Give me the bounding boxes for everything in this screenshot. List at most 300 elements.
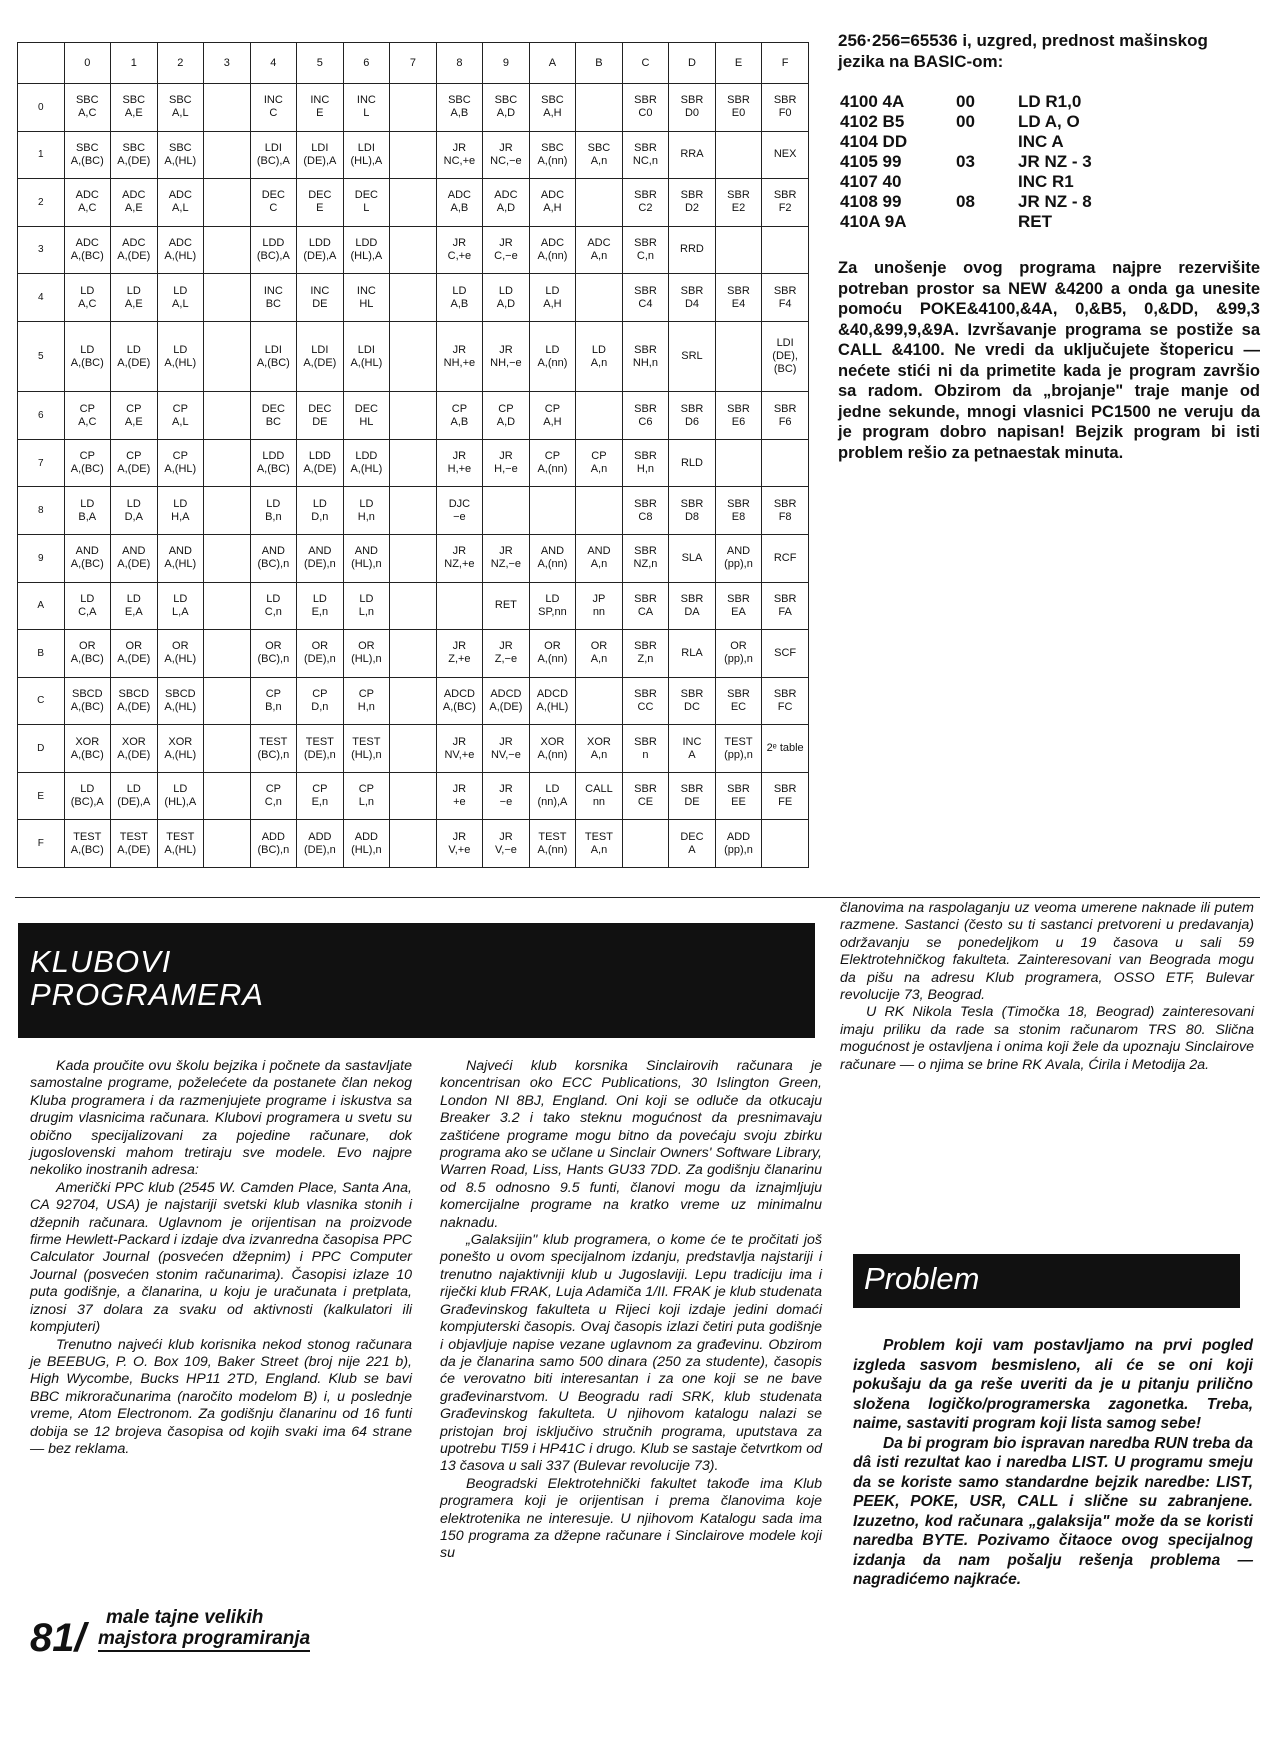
footer-line-2: majstora programiranja <box>98 1628 310 1652</box>
col-header: 0 <box>64 43 111 84</box>
opcode-cell: LD (HL),A <box>157 772 204 820</box>
opcode-cell <box>576 487 623 535</box>
opcode-cell: JR +e <box>436 772 483 820</box>
opcode-cell: JR NH,−e <box>483 321 530 391</box>
opcode-cell: SBCD A,(DE) <box>111 677 158 725</box>
col-header: 3 <box>204 43 251 84</box>
opcode-cell: SBC A,D <box>483 84 530 132</box>
listing-address: 4102 B5 <box>840 112 905 131</box>
opcode-cell: LD A,L <box>157 274 204 322</box>
article-column-3 <box>840 900 1254 1074</box>
opcode-cell: OR (HL),n <box>343 630 390 678</box>
opcode-cell: CP C,n <box>250 772 297 820</box>
table-row <box>18 439 809 487</box>
opcode-cell: AND (HL),n <box>343 534 390 582</box>
col-header: D <box>669 43 716 84</box>
opcode-cell: SBR DC <box>669 677 716 725</box>
opcode-cell: CP B,n <box>250 677 297 725</box>
listing-line <box>840 172 1260 192</box>
opcode-cell: SBC A,n <box>576 131 623 179</box>
table-body <box>18 84 809 868</box>
col-header: 1 <box>111 43 158 84</box>
opcode-cell <box>715 131 762 179</box>
opcode-cell: JR C,+e <box>436 226 483 274</box>
listing-operand: 08 <box>956 192 975 211</box>
opcode-cell: ADC A,D <box>483 179 530 227</box>
listing-mnemonic: RET <box>1018 212 1052 231</box>
opcode-cell: LD A,D <box>483 274 530 322</box>
opcode-cell: JR V,+e <box>436 820 483 868</box>
opcode-cell: JR NC,+e <box>436 131 483 179</box>
opcode-cell: TEST A,(DE) <box>111 820 158 868</box>
opcode-cell <box>204 226 251 274</box>
col-header: C <box>622 43 669 84</box>
opcode-cell: JR NV,−e <box>483 725 530 773</box>
opcode-cell: SBR C8 <box>622 487 669 535</box>
row-header: 2 <box>18 179 65 227</box>
listing-address: 4108 99 <box>840 192 902 211</box>
opcode-cell: TEST (BC),n <box>250 725 297 773</box>
opcode-cell <box>204 392 251 440</box>
opcode-cell: LD H,n <box>343 487 390 535</box>
col-header: F <box>762 43 809 84</box>
opcode-cell: CP A,B <box>436 392 483 440</box>
opcode-cell <box>204 274 251 322</box>
problem-text <box>853 1336 1253 1590</box>
opcode-cell: ADC A,B <box>436 179 483 227</box>
opcode-cell: CP A,L <box>157 392 204 440</box>
opcode-cell: XOR A,(BC) <box>64 725 111 773</box>
listing-operand <box>956 212 1018 232</box>
opcode-cell <box>390 226 437 274</box>
opcode-cell: SBR EC <box>715 677 762 725</box>
opcode-cell <box>390 534 437 582</box>
opcode-cell: CP A,E <box>111 392 158 440</box>
opcode-cell: AND (DE),n <box>297 534 344 582</box>
opcode-cell: AND (pp),n <box>715 534 762 582</box>
opcode-cell: CP L,n <box>343 772 390 820</box>
opcode-cell: LD (nn),A <box>529 772 576 820</box>
opcode-cell <box>715 439 762 487</box>
opcode-cell: LDD A,(DE) <box>297 439 344 487</box>
opcode-cell: SBC A,(DE) <box>111 131 158 179</box>
opcode-cell: OR A,(nn) <box>529 630 576 678</box>
table-row <box>18 725 809 773</box>
opcode-cell: ADC A,(BC) <box>64 226 111 274</box>
opcode-cell: LDI A,(HL) <box>343 321 390 391</box>
opcode-cell: CP A,(BC) <box>64 439 111 487</box>
opcode-cell: ADC A,(HL) <box>157 226 204 274</box>
opcode-cell <box>390 179 437 227</box>
opcode-cell: JR NZ,+e <box>436 534 483 582</box>
opcode-cell: SBR C6 <box>622 392 669 440</box>
row-header: A <box>18 582 65 630</box>
table-row <box>18 582 809 630</box>
page-number: 81/ <box>30 1616 86 1660</box>
opcode-cell: SBR F0 <box>762 84 809 132</box>
listing-line <box>840 192 1260 212</box>
opcode-cell: SBR F8 <box>762 487 809 535</box>
opcode-cell: ADC A,E <box>111 179 158 227</box>
opcode-cell: LD D,A <box>111 487 158 535</box>
opcode-cell <box>390 630 437 678</box>
paragraph: Kada proučite ovu školu bejzika i počnete da sastavljate samostalne programe, poželećete da postanete član nekog Kluba programera i da razmenjujete programe i iskustva sa drugim vlasnicima računara. Klubovi programera u svetu su obično specijalizovani za pojedine računare, dok jugoslovenski mahom tretiraju sve modele. Evo najpre nekoliko inostranih adresa: <box>30 1058 412 1179</box>
opcode-cell: AND A,n <box>576 534 623 582</box>
opcode-cell: OR A,(HL) <box>157 630 204 678</box>
opcode-cell: LD C,n <box>250 582 297 630</box>
klubovi-title <box>30 945 264 1011</box>
opcode-cell: JR V,−e <box>483 820 530 868</box>
opcode-cell: RRA <box>669 131 716 179</box>
opcode-cell: SBR E0 <box>715 84 762 132</box>
opcode-cell: RET <box>483 582 530 630</box>
opcode-cell <box>204 772 251 820</box>
table-row <box>18 226 809 274</box>
paragraph: Trenutno najveći klub korisnika nekod stonog računara je BEEBUG, P. O. Box 109, Baker Street (broj nije 221 b), High Wycombe, Bucks HP11 2TD, England. Klub se bavi BBC mikroračunarima (naročito modelom B) i, u poslednje vreme, Atom Electronom. Za godišnju članarinu od 16 funti dobija se 12 brojeva časopisa od kojih svaki ima 64 strane — bez reklama. <box>30 1336 412 1457</box>
opcode-cell: CALL nn <box>576 772 623 820</box>
opcode-cell: INC DE <box>297 274 344 322</box>
opcode-cell: SBR F4 <box>762 274 809 322</box>
opcode-cell <box>390 582 437 630</box>
table-row <box>18 179 809 227</box>
footer-line-1: male tajne velikih <box>106 1607 264 1628</box>
opcode-cell: SBR D2 <box>669 179 716 227</box>
opcode-cell: INC E <box>297 84 344 132</box>
opcode-cell: SBC A,(nn) <box>529 131 576 179</box>
opcode-cell: LD D,n <box>297 487 344 535</box>
opcode-cell <box>436 582 483 630</box>
opcode-cell: LD (DE),A <box>111 772 158 820</box>
paragraph: Beogradski Elektrotehnički fakultet takođe ima Klub programera koji je orijentisan i prema članovima koje elektrotenika ne interesuje. U njihovom Katalogu sada ima 150 programa za džepne računare i Sinclairove modele koji su <box>440 1475 822 1562</box>
opcode-cell: SBR E8 <box>715 487 762 535</box>
opcode-cell: TEST (DE),n <box>297 725 344 773</box>
opcode-cell: SBR NZ,n <box>622 534 669 582</box>
opcode-cell: TEST A,(HL) <box>157 820 204 868</box>
listing-mnemonic: INC A <box>1018 132 1064 151</box>
opcode-cell <box>204 534 251 582</box>
opcode-cell: LDD (BC),A <box>250 226 297 274</box>
opcode-cell: INC HL <box>343 274 390 322</box>
opcode-cell: SBR F2 <box>762 179 809 227</box>
listing-address: 4107 40 <box>840 172 902 191</box>
opcode-cell <box>483 487 530 535</box>
opcode-cell: DEC E <box>297 179 344 227</box>
opcode-cell: LDD A,(HL) <box>343 439 390 487</box>
opcode-cell: LDI (DE), (BC) <box>762 321 809 391</box>
machine-code-listing <box>840 92 1260 232</box>
opcode-cell: LD A,(HL) <box>157 321 204 391</box>
opcode-cell: JP nn <box>576 582 623 630</box>
opcode-cell: LDI A,(DE) <box>297 321 344 391</box>
opcode-cell <box>204 179 251 227</box>
opcode-cell <box>762 439 809 487</box>
opcode-cell: SBR F6 <box>762 392 809 440</box>
opcode-cell: SBR C2 <box>622 179 669 227</box>
listing-line <box>840 152 1260 172</box>
table-row <box>18 84 809 132</box>
opcode-cell: SBR C,n <box>622 226 669 274</box>
opcode-cell: ADC A,(nn) <box>529 226 576 274</box>
opcode-cell: JR NC,−e <box>483 131 530 179</box>
opcode-cell: SBR H,n <box>622 439 669 487</box>
opcode-cell: LDI (BC),A <box>250 131 297 179</box>
opcode-cell: XOR A,(HL) <box>157 725 204 773</box>
opcode-cell <box>390 274 437 322</box>
opcode-cell: SBR E4 <box>715 274 762 322</box>
table-row <box>18 131 809 179</box>
opcode-cell: SBR EA <box>715 582 762 630</box>
col-header: 8 <box>436 43 483 84</box>
opcode-cell: SBR DE <box>669 772 716 820</box>
opcode-cell <box>529 487 576 535</box>
opcode-cell: LD A,n <box>576 321 623 391</box>
table-row <box>18 274 809 322</box>
opcode-cell: 2ᵉ table <box>762 725 809 773</box>
opcode-cell <box>204 131 251 179</box>
row-header: 3 <box>18 226 65 274</box>
section-divider <box>15 897 1260 898</box>
opcode-cell: OR (BC),n <box>250 630 297 678</box>
opcode-cell: INC BC <box>250 274 297 322</box>
article-column-2 <box>440 1058 822 1563</box>
opcode-cell: SBR CC <box>622 677 669 725</box>
col-header: B <box>576 43 623 84</box>
listing-mnemonic: LD A, O <box>1018 112 1080 131</box>
opcode-cell <box>390 725 437 773</box>
opcode-cell: SBR FA <box>762 582 809 630</box>
opcode-cell: LD H,A <box>157 487 204 535</box>
row-header: 0 <box>18 84 65 132</box>
opcode-cell: RLA <box>669 630 716 678</box>
paragraph: Problem koji vam postavljamo na prvi pogled izgleda sasvom besmisleno, ali će se oni koji pokušaju da ga reše uveriti da je u pitanju prilično složena logičko/programerska zagonetka. Treba, naime, sastaviti program koji lista samog sebe! <box>853 1337 1253 1432</box>
opcode-cell: ADC A,n <box>576 226 623 274</box>
opcode-cell: CP A,(HL) <box>157 439 204 487</box>
opcode-cell: SBC A,L <box>157 84 204 132</box>
opcode-cell <box>715 321 762 391</box>
paragraph: Da bi program bio ispravan naredba RUN treba da dâ isti rezultat kao i naredba LIST. U programu smeju da se koriste samo standardne bejzik naredbe: LIST, PEEK, POKE, USR, CALL i slične su zabranjene. Izuzetno, kod računara „galaksija" može da se koristi naredba BYTE. Pozivamo čitaoce ovog specijalnog izdanja da nam pošalju rešenja problema — nagradićemo najkraće. <box>853 1434 1253 1588</box>
opcode-cell <box>390 439 437 487</box>
table-header-row <box>18 43 809 84</box>
opcode-cell <box>762 820 809 868</box>
opcode-cell <box>576 84 623 132</box>
opcode-cell: SBR NC,n <box>622 131 669 179</box>
opcode-cell <box>204 677 251 725</box>
opcode-cell: LD B,n <box>250 487 297 535</box>
listing-operand: 00 <box>956 112 975 131</box>
opcode-cell: ADC A,L <box>157 179 204 227</box>
opcode-cell: CP A,H <box>529 392 576 440</box>
opcode-cell: SBC A,B <box>436 84 483 132</box>
col-header: 4 <box>250 43 297 84</box>
opcode-cell: JR NH,+e <box>436 321 483 391</box>
listing-operand <box>956 172 1018 192</box>
opcode-cell: JR H,−e <box>483 439 530 487</box>
opcode-cell: SBC A,H <box>529 84 576 132</box>
paragraph: U RK Nikola Tesla (Timočka 18, Beograd) zainteresovani imaju priliku da rade sa stonim računarom TRS 80. Slična mogućnost je ostavljena i onima koji žele da upoznaju Sinclairove računare — o njima se brine RK Avala, Ćirila i Metodija 2a. <box>840 1004 1254 1073</box>
opcode-cell: ADD (BC),n <box>250 820 297 868</box>
opcode-cell: SBR DA <box>669 582 716 630</box>
listing-explanation: Za unošenje ovog programa najpre rezervišite potreban prostor sa NEW &4200 a onda ga unesite pomoću POKE&4100,&4A, 0,&B5, 0,&DD, &99,3 &40,&99,9,&9A. Izvršavanje programa se postiže sa CALL &4100. Ne vredi da uključujete štopericu — nećete stići ni da primetite kada je program završio sa radom. Obzirom da „brojanje" traje manje od jedne sekunde, mnogi vlasnici PC1500 ne veruju da je program dobro napisan! Bejzik program bi isti problem rešio za petnaestak minuta. <box>838 259 1260 462</box>
opcode-cell: DEC BC <box>250 392 297 440</box>
opcode-cell: LD A,(nn) <box>529 321 576 391</box>
opcode-cell <box>204 487 251 535</box>
opcode-cell: LD (BC),A <box>64 772 111 820</box>
klubovi-title-line1: KLUBOVI <box>30 944 172 979</box>
opcode-cell: SBR D6 <box>669 392 716 440</box>
opcode-cell <box>390 321 437 391</box>
listing-line <box>840 212 1260 232</box>
opcode-cell: ADC A,C <box>64 179 111 227</box>
col-header: 7 <box>390 43 437 84</box>
opcode-cell: SLA <box>669 534 716 582</box>
opcode-cell: INC C <box>250 84 297 132</box>
opcode-cell: SBR n <box>622 725 669 773</box>
opcode-cell <box>390 131 437 179</box>
opcode-cell: JR H,+e <box>436 439 483 487</box>
opcode-cell: LD L,n <box>343 582 390 630</box>
table-row <box>18 487 809 535</box>
opcode-cell <box>390 84 437 132</box>
opcode-cell <box>204 439 251 487</box>
opcode-cell: JR C,−e <box>483 226 530 274</box>
opcode-cell: CP A,(nn) <box>529 439 576 487</box>
listing-address: 4105 99 <box>840 152 902 171</box>
col-header: 5 <box>297 43 344 84</box>
opcode-cell: ADD (DE),n <box>297 820 344 868</box>
opcode-cell: AND A,(HL) <box>157 534 204 582</box>
opcode-cell <box>715 226 762 274</box>
row-header: 4 <box>18 274 65 322</box>
opcode-cell: DJC −e <box>436 487 483 535</box>
opcode-cell: RCF <box>762 534 809 582</box>
opcode-cell <box>576 677 623 725</box>
opcode-cell: SBR CE <box>622 772 669 820</box>
opcode-cell <box>390 677 437 725</box>
opcode-cell: TEST (pp),n <box>715 725 762 773</box>
opcode-cell: CP E,n <box>297 772 344 820</box>
listing-mnemonic: JR NZ - 3 <box>1018 152 1092 171</box>
opcode-cell: OR A,n <box>576 630 623 678</box>
intro-text: 256·256=65536 i, uzgred, prednost mašinskog jezika na BASIC-om: <box>838 31 1208 71</box>
opcode-cell <box>622 820 669 868</box>
opcode-cell: DEC A <box>669 820 716 868</box>
paragraph: Najveći klub korsnika Sinclairovih računara je koncentrisan oko ECC Publications, 30 Islington Green, London NI 8BJ, England. Oni koji se odluče da otkucaju Breaker 3.2 i tako steknu mogućnost da presnimavaju zaštićene programe mogu bitno da povećaju svoju zbirku programa ako se učlane u Sinclair Owners' Software Library, Warren Road, Liss, Hants GU33 7DD. Za godišnju članarinu od 8.5 odnosno 9.5 funti, članovi mogu da iznajmljuju komercijalne programe na kratko vreme uz minimalnu naknadu. <box>440 1058 822 1231</box>
opcode-cell: TEST A,n <box>576 820 623 868</box>
opcode-cell: JR NV,+e <box>436 725 483 773</box>
opcode-cell: ADC A,(DE) <box>111 226 158 274</box>
opcode-cell: ADC A,H <box>529 179 576 227</box>
row-header: 8 <box>18 487 65 535</box>
opcode-cell: SBR FC <box>762 677 809 725</box>
opcode-cell: CP D,n <box>297 677 344 725</box>
klubovi-title-line2: PROGRAMERA <box>30 977 264 1012</box>
opcode-cell: SBCD A,(BC) <box>64 677 111 725</box>
opcode-cell: CP A,D <box>483 392 530 440</box>
opcode-cell <box>576 274 623 322</box>
opcode-cell: CP A,n <box>576 439 623 487</box>
opcode-cell: INC A <box>669 725 716 773</box>
listing-address: 4100 4A <box>840 92 905 111</box>
row-header: B <box>18 630 65 678</box>
opcode-cell <box>576 179 623 227</box>
opcode-cell: XOR A,(DE) <box>111 725 158 773</box>
table-row <box>18 772 809 820</box>
row-header: E <box>18 772 65 820</box>
listing-address: 4104 DD <box>840 132 908 151</box>
opcode-cell: AND A,(BC) <box>64 534 111 582</box>
opcode-cell: ADCD A,(BC) <box>436 677 483 725</box>
col-header: 9 <box>483 43 530 84</box>
opcode-cell <box>390 392 437 440</box>
opcode-cell <box>762 226 809 274</box>
opcode-cell: LD A,H <box>529 274 576 322</box>
listing-line <box>840 92 1260 112</box>
opcode-cell: SBR EE <box>715 772 762 820</box>
listing-address: 410A 9A <box>840 212 907 231</box>
listing-operand: 00 <box>956 92 975 111</box>
opcode-cell: TEST A,(nn) <box>529 820 576 868</box>
opcode-cell: LDD (DE),A <box>297 226 344 274</box>
opcode-cell: LD A,E <box>111 274 158 322</box>
opcode-cell <box>204 820 251 868</box>
opcode-cell: OR A,(BC) <box>64 630 111 678</box>
opcode-cell: DEC C <box>250 179 297 227</box>
row-header: F <box>18 820 65 868</box>
opcode-cell: LD C,A <box>64 582 111 630</box>
opcode-cell: LD B,A <box>64 487 111 535</box>
row-header: 9 <box>18 534 65 582</box>
table-row <box>18 677 809 725</box>
opcode-cell: SCF <box>762 630 809 678</box>
opcode-cell: SBR C4 <box>622 274 669 322</box>
opcode-cell: LDD A,(BC) <box>250 439 297 487</box>
opcode-cell: LD A,B <box>436 274 483 322</box>
opcode-cell: TEST A,(BC) <box>64 820 111 868</box>
opcode-cell <box>390 820 437 868</box>
opcode-cell: OR A,(DE) <box>111 630 158 678</box>
table-row <box>18 630 809 678</box>
opcode-cell <box>204 321 251 391</box>
listing-operand <box>956 132 1018 152</box>
row-header: 5 <box>18 321 65 391</box>
opcode-cell: AND A,(DE) <box>111 534 158 582</box>
opcode-cell: OR (DE),n <box>297 630 344 678</box>
opcode-cell <box>204 582 251 630</box>
opcode-cell: SBR C0 <box>622 84 669 132</box>
opcode-cell: XOR A,n <box>576 725 623 773</box>
opcode-cell: SBR D8 <box>669 487 716 535</box>
opcode-cell: LDI (HL),A <box>343 131 390 179</box>
opcode-cell: JR −e <box>483 772 530 820</box>
opcode-cell: LD L,A <box>157 582 204 630</box>
opcode-cell: SBC A,E <box>111 84 158 132</box>
opcode-cell: SBC A,(BC) <box>64 131 111 179</box>
opcode-cell <box>390 772 437 820</box>
opcode-cell: AND (BC),n <box>250 534 297 582</box>
opcode-cell: AND A,(nn) <box>529 534 576 582</box>
opcode-cell: SBC A,(HL) <box>157 131 204 179</box>
row-header: C <box>18 677 65 725</box>
opcode-cell: SBCD A,(HL) <box>157 677 204 725</box>
opcode-cell: JR NZ,−e <box>483 534 530 582</box>
opcode-cell <box>204 84 251 132</box>
opcode-cell: ADCD A,(DE) <box>483 677 530 725</box>
opcode-table <box>17 42 809 868</box>
opcode-cell: XOR A,(nn) <box>529 725 576 773</box>
opcode-cell <box>204 630 251 678</box>
col-header: 6 <box>343 43 390 84</box>
col-header: 2 <box>157 43 204 84</box>
